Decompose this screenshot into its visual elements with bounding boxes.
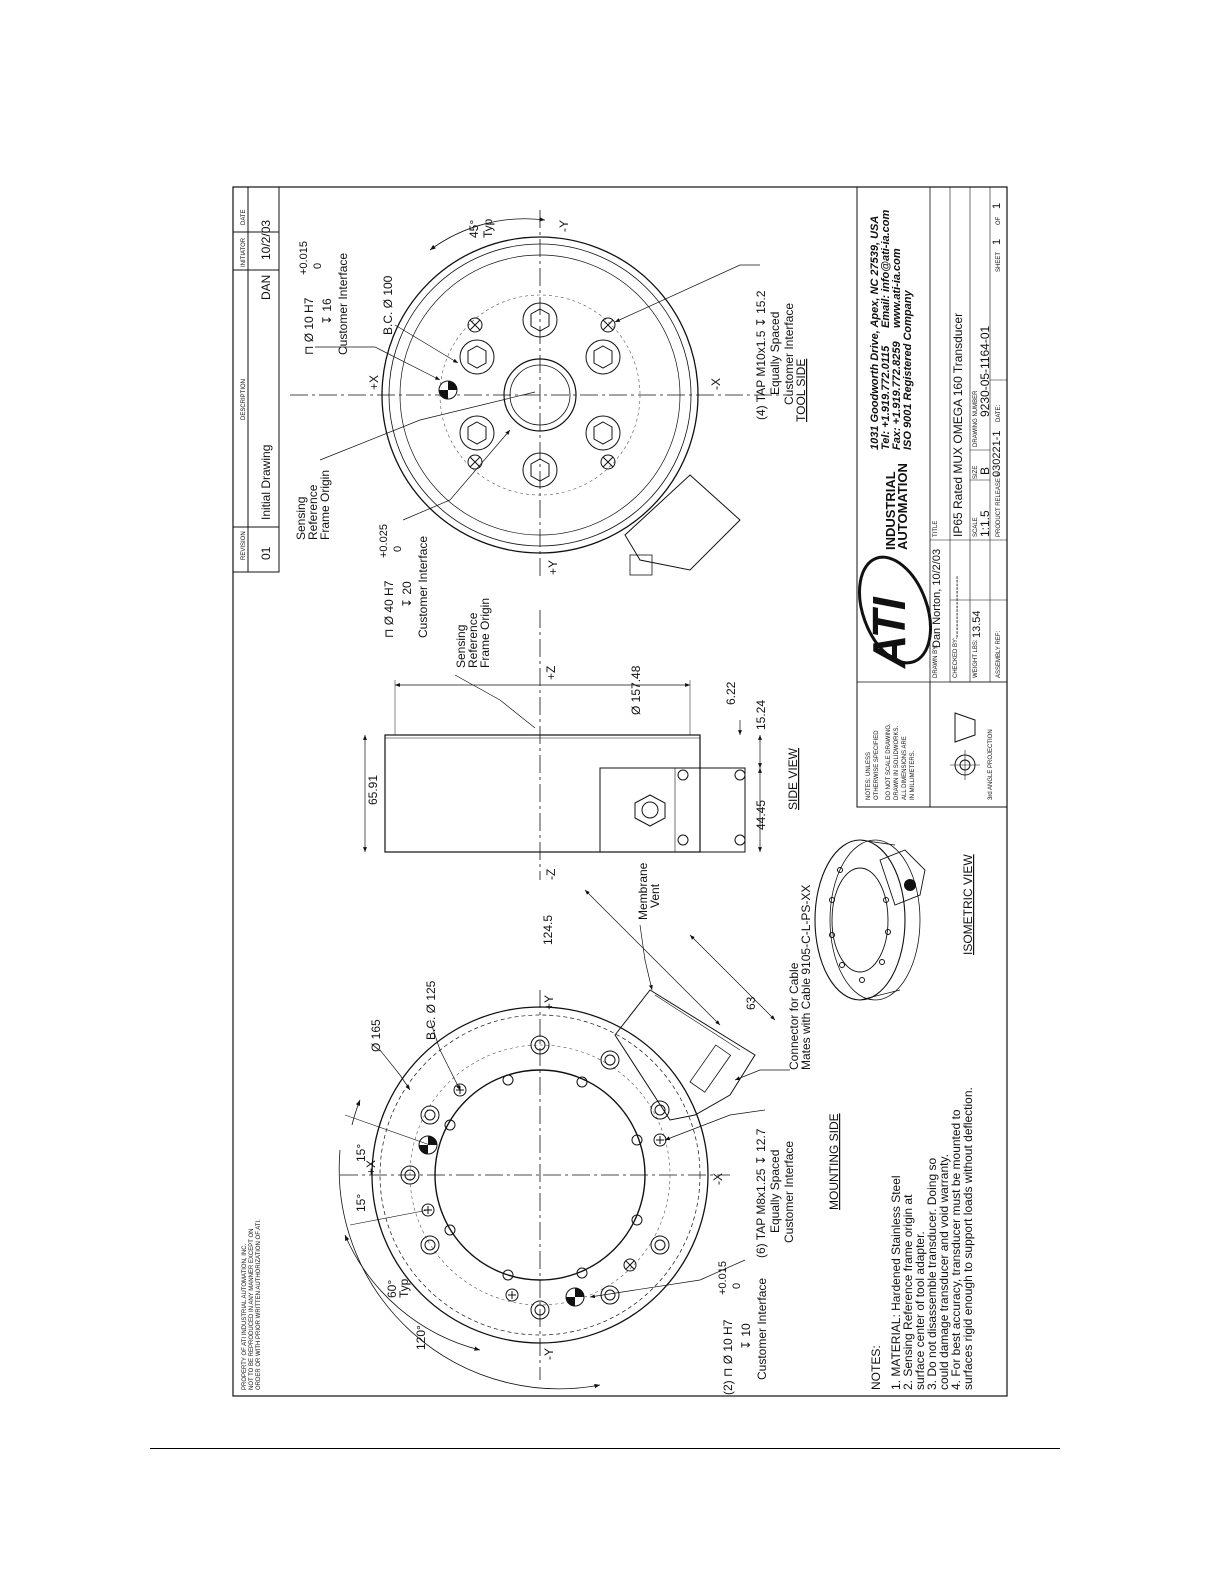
tb-weight: 13.54 [971, 610, 983, 638]
side-view-title: SIDE VIEW [786, 747, 800, 810]
notes-block [869, 1087, 975, 1390]
tool-hole10-callout: ⊓ Ø 10 H7 [302, 297, 316, 355]
side-diameter-dim: Ø 157.48 [629, 665, 643, 715]
tool-angle-label: 45° [467, 219, 481, 238]
rev-row-revision: 01 [259, 546, 273, 560]
tool-sensing-line-3: Frame Origin [318, 469, 332, 540]
side-sensing-line-2: Reference [466, 612, 480, 668]
tool-hole40-note: Customer Interface [416, 535, 430, 638]
isometric-title: ISOMETRIC VIEW [961, 854, 975, 955]
mount-d1245: 124.5 [541, 914, 555, 945]
mount-connector-line-2: Mates with Cable 9105-C-L-PS-XX [799, 884, 813, 1070]
tb-tel: Tel: +1.919.772.0115 [880, 345, 892, 450]
tool-angle-typ: Typ [481, 218, 495, 238]
tool-sensing-line-1: Sensing [294, 496, 308, 540]
tool-hole40-depth: ↧ 20 [400, 581, 414, 608]
mount-tap-line-1: (6) TAP M8x1.25 ↧ 12.7 [754, 1128, 768, 1258]
tb-notes-line-1: NOTES: UNLESS [866, 751, 872, 800]
tool-hole10-note: Customer Interface [336, 252, 350, 355]
tool-tap-line-1: (4) TAP M10x1.5 ↧ 15.2 [754, 290, 768, 420]
tb-notes-line-5: ALL DIMENSIONS ARE [902, 736, 908, 800]
proprietary-line-3: ORDER OR WITH PRIOR WRITTEN AUTHORIZATION OF ATI. [256, 1219, 262, 1390]
mount-angle15-a: 15° [354, 1193, 368, 1212]
tb-checked-by: ----------------- [951, 575, 963, 638]
tb-notes-line-2: OTHERWISE SPECIFIED [874, 730, 880, 800]
tb-scale-label: SCALE [973, 517, 979, 537]
tb-of-label: OF [996, 216, 1002, 225]
logo-text: ATI [863, 597, 915, 668]
tool-tap-line-3: Customer Interface [782, 302, 796, 405]
proprietary-line-1: PROPERTY OF ATI INDUSTRIAL AUTOMATION, INC. [242, 1243, 248, 1390]
tool-hole40-callout: ⊓ Ø 40 H7 [382, 580, 396, 638]
side-dim-622: 6.22 [724, 681, 738, 705]
note-item: surfaces rigid enough to support loads without deflection. [961, 1087, 975, 1390]
projection-symbol [950, 713, 980, 780]
company-line-1: INDUSTRIAL [883, 471, 898, 550]
mount-bolt-hole [601, 1051, 619, 1069]
tb-drawing-number-label: DRAWING NUMBER [973, 390, 979, 447]
mount-axis-px: +X [364, 1159, 378, 1175]
side-sensing-line-1: Sensing [454, 624, 468, 668]
tb-size: B [978, 466, 992, 475]
side-height-dim: 65.91 [366, 774, 380, 805]
tb-notes-line-4: DRAWN IN SOLIDWORKS. [894, 725, 900, 800]
mount-hole10-tol-zero: 0 [731, 1282, 743, 1289]
tool-hole10-tol-plus: +0.015 [298, 241, 310, 275]
note-item: 2. Sensing Reference frame origin at [901, 1194, 915, 1390]
mount-hole10-tol-plus: +0.015 [717, 1261, 729, 1295]
tool-axis-py: +Y [546, 559, 560, 575]
mount-hole10-note: Customer Interface [755, 1277, 769, 1380]
mount-tap-line-2: Equally Spaced [768, 1149, 782, 1233]
tb-address: 1031 Goodworth Drive, Apex, NC 27539, USA [869, 215, 881, 450]
tb-checked-by-label: CHECKED BY: [953, 637, 959, 678]
tb-iso: ISO 9001 Registered Company [902, 290, 914, 450]
tool-hole40-tol-plus: +0.025 [378, 524, 390, 558]
tb-of: 1 [991, 202, 1003, 209]
tb-notes-line-6: IN MILLIMETERS. [910, 750, 916, 800]
note-item: 3. Do not disassemble transducer. Doing so [925, 1157, 939, 1390]
notes-title: NOTES: [869, 1345, 883, 1390]
tool-axis-ny: -Y [557, 220, 571, 232]
tb-email: Email: info@ati-ia.com [880, 209, 892, 328]
tool-axis-nx: -X [709, 378, 723, 390]
tool-sensing-line-2: Reference [306, 484, 320, 540]
tb-size-label: SIZE [973, 465, 979, 479]
mount-bc125: B.C. Ø 125 [424, 980, 438, 1040]
mount-hole10-callout: (2) ⊓ Ø 10 H7 [721, 1319, 735, 1395]
tool-side-hex-hole [586, 416, 620, 450]
mount-axis-py: +Y [542, 994, 556, 1010]
note-item: could damage transducer and void warranty. [937, 1154, 951, 1390]
mount-dowel-symbol [419, 1136, 437, 1154]
rev-header-description: DESCRIPTION [241, 378, 247, 420]
side-axis-nz: -Z [544, 868, 558, 880]
tb-title: IP65 Rated MUX OMEGA 160 Transducer [951, 312, 965, 537]
tb-weight-label: WEIGHT LBS: [973, 639, 979, 678]
mount-d165: Ø 165 [369, 1019, 383, 1052]
mounting-side-title: MOUNTING SIDE [827, 1113, 841, 1210]
title-block [846, 187, 1007, 807]
tb-scale: 1:1.5 [978, 510, 992, 537]
mount-angle120: 120° [414, 1325, 428, 1350]
tool-side-tap-hole [601, 455, 615, 469]
proprietary-notice [242, 1219, 262, 1390]
mount-vent-mark [624, 1259, 636, 1271]
mount-axis-ny: -Y [542, 1348, 556, 1360]
tool-hole10-depth: ↧ 16 [320, 298, 334, 325]
tool-axis-px: +X [367, 374, 381, 390]
tb-drawn-by-label: DRAWN BY: [933, 644, 939, 678]
tool-side-view [290, 210, 808, 638]
tool-side-hex-hole [460, 416, 494, 450]
rev-header-revision: REVISION [241, 531, 247, 560]
tb-drawing-number: 9230-05-1164-01 [978, 325, 992, 417]
mount-dim63: 63 [744, 996, 758, 1010]
rev-row-date: 10/2/03 [259, 219, 273, 260]
note-item: 1. MATERIAL: Hardened Stainless Steel [889, 1175, 903, 1390]
tb-title-label: TITLE [933, 520, 939, 537]
ati-logo [846, 463, 944, 673]
tool-hole10-tol-zero: 0 [312, 262, 324, 269]
tb-projection: 3rd ANGLE PROJECTION [988, 729, 994, 800]
tool-side-dowel-symbol [439, 381, 457, 399]
mount-tap-hole [654, 1134, 666, 1146]
tb-assembly-label: ASSEMBLY REF: [996, 630, 1002, 678]
mount-tap-hole [506, 1289, 518, 1301]
tool-side-title: TOOL SIDE [794, 358, 808, 422]
mounting-side-view [339, 862, 841, 1395]
page-footer-rule [150, 1448, 1060, 1449]
tb-release: 030221-1 [991, 430, 1003, 477]
tb-notes-line-3: DO NOT SCALE DRAWING. [886, 723, 892, 800]
tb-release-label: PRODUCT RELEASE # [996, 473, 1002, 537]
tool-side-hex-hole [586, 340, 620, 374]
rev-row-description: Initial Drawing [259, 444, 273, 520]
note-item: surface center of tool adapter. [913, 1231, 927, 1390]
mount-dowel-symbol [566, 1288, 584, 1306]
tool-bc-label: B.C. Ø 100 [381, 275, 395, 335]
company-line-2: AUTOMATION [895, 463, 910, 550]
mount-bolt-hole [421, 1106, 439, 1124]
rev-header-date: DATE [241, 209, 247, 225]
tb-drawn-by: Dan Norton, 10/2/03 [931, 548, 943, 648]
note-item: 4. For best accuracy, transducer must be mounted to [949, 1109, 963, 1390]
side-view [365, 598, 800, 880]
mount-angle60: 60° [385, 1279, 399, 1298]
side-axis-pz: +Z [544, 665, 558, 680]
mount-bolt-hole [651, 1236, 669, 1254]
side-sensing-line-3: Frame Origin [478, 597, 492, 668]
tb-sheet-label: SHEET [996, 251, 1002, 272]
tb-sheet: 1 [991, 238, 1003, 245]
mount-membrane-line-1: Membrane [636, 862, 650, 920]
tool-side-tap-hole [601, 318, 615, 332]
mount-membrane-line-2: Vent [648, 883, 662, 908]
revision-block [233, 187, 279, 572]
tb-date-label: DATE: [996, 404, 1002, 422]
side-dim-4445: 44.45 [754, 799, 768, 830]
tool-tap-line-2: Equally Spaced [768, 311, 782, 395]
tb-fax: Fax: +1.919.772.8259 [891, 341, 903, 450]
mount-hole10-depth: ↧ 10 [739, 1323, 753, 1350]
tool-side-tap-hole [468, 455, 482, 469]
tool-side-tap-hole [468, 318, 482, 332]
isometric-view [815, 840, 975, 1000]
mount-axis-nx: -X [711, 1173, 725, 1185]
rev-header-initiator: INITIATOR [241, 237, 247, 267]
tb-web: www.ati-ia.com [891, 248, 903, 328]
rev-row-initiator: DAN [259, 274, 273, 300]
mount-bolt-hole [421, 1236, 439, 1254]
mount-angle60-typ: Typ [397, 1278, 411, 1298]
mount-tap-line-3: Customer Interface [782, 1140, 796, 1243]
proprietary-line-2: NOT TO BE REPRODUCED IN ANY MANNER EXCEPT ON [249, 1228, 255, 1390]
side-dim-1524: 15.24 [754, 699, 768, 730]
mount-angle15-b: 15° [354, 1143, 368, 1162]
tool-side-hex-hole [460, 340, 494, 374]
tool-hole40-tol-zero: 0 [392, 545, 404, 552]
mount-connector-line-1: Connector for Cable [787, 962, 801, 1070]
